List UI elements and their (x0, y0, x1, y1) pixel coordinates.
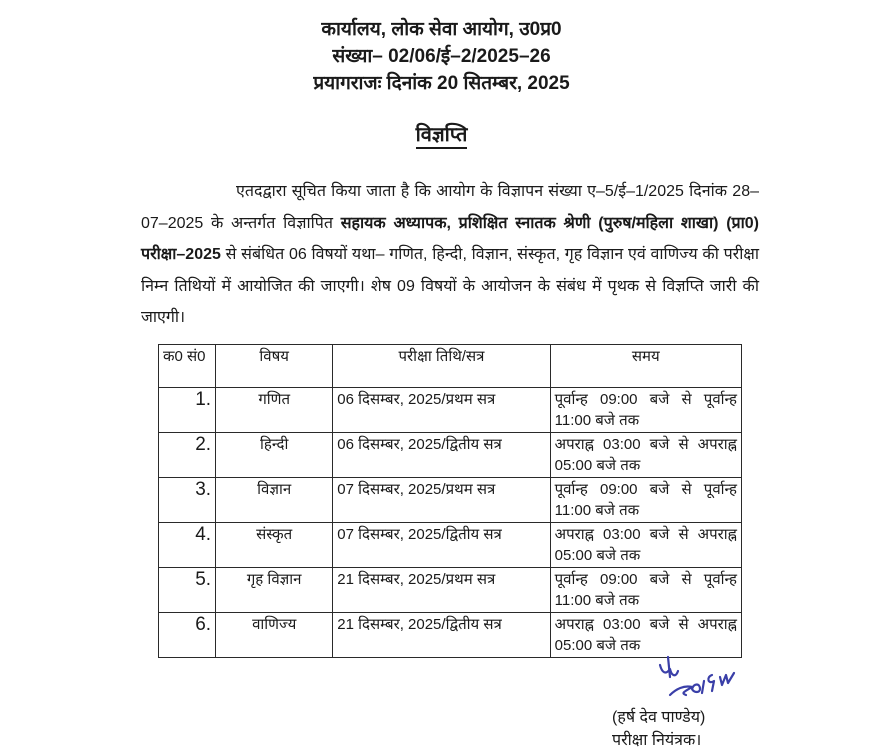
row-subject: वाणिज्य (216, 613, 333, 658)
row-date-session: 21 दिसम्बर, 2025/प्रथम सत्र (333, 568, 550, 613)
row-serial: 4. (159, 523, 216, 568)
signer-name: (हर्ष देव पाण्डेय) (612, 709, 706, 726)
row-subject: विज्ञान (216, 478, 333, 523)
table-row (159, 523, 742, 568)
row-time: अपराह्न 03:00 बजे से अपराह्न 05:00 बजे तक (550, 613, 741, 658)
table-row (159, 433, 742, 478)
row-subject: संस्कृत (216, 523, 333, 568)
header-time: समय (550, 345, 741, 388)
row-serial: 3. (159, 478, 216, 523)
row-subject: हिन्दी (216, 433, 333, 478)
notice-body (141, 176, 759, 334)
row-date-session: 21 दिसम्बर, 2025/द्वितीय सत्र (333, 613, 550, 658)
row-date-session: 06 दिसम्बर, 2025/प्रथम सत्र (333, 388, 550, 433)
office-name: कार्यालय, लोक सेवा आयोग, उ0प्र0 (321, 19, 562, 40)
row-date-session: 07 दिसम्बर, 2025/द्वितीय सत्र (333, 523, 550, 568)
row-date-session: 07 दिसम्बर, 2025/प्रथम सत्र (333, 478, 550, 523)
exam-name: सहायक अध्यापक, प्रशिक्षित स्नातक श्रेणी (पुरुष/महिला शाखा) (प्रा0) परीक्षा–2025 (141, 214, 759, 263)
row-serial: 5. (159, 568, 216, 613)
notice-title-wrap (0, 120, 883, 147)
header-serial: क0 सं0 (159, 345, 216, 388)
header-subject: विषय (216, 345, 333, 388)
table-row (159, 388, 742, 433)
row-time: अपराह्न 03:00 बजे से अपराह्न 05:00 बजे तक (550, 433, 741, 478)
row-serial: 1. (159, 388, 216, 433)
signer-designation: परीक्षा नियंत्रक। (612, 732, 702, 749)
table-row (159, 478, 742, 523)
row-serial: 6. (159, 613, 216, 658)
document-header (0, 16, 883, 97)
header-date-session: परीक्षा तिथि/सत्र (333, 345, 550, 388)
row-time: पूर्वान्ह 09:00 बजे से पूर्वान्ह 11:00 बजे तक (550, 388, 741, 433)
place-date: प्रयागराजः दिनांक 20 सितम्बर, 2025 (313, 73, 570, 94)
row-time: अपराह्न 03:00 बजे से अपराह्न 05:00 बजे तक (550, 523, 741, 568)
row-subject: गणित (216, 388, 333, 433)
table-row (159, 568, 742, 613)
table-header-row (159, 345, 742, 388)
reference-number: संख्या– 02/06/ई–2/2025–26 (332, 46, 551, 67)
exam-schedule-table (158, 344, 742, 658)
notice-title: विज्ञप्ति (416, 124, 468, 149)
row-time: पूर्वान्ह 09:00 बजे से पूर्वान्ह 11:00 बजे तक (550, 568, 741, 613)
row-date-session: 06 दिसम्बर, 2025/द्वितीय सत्र (333, 433, 550, 478)
body-text-part2: से संबंधित 06 विषयों यथा– गणित, हिन्दी, विज्ञान, संस्कृत, गृह विज्ञान एवं वाणिज्य की परीक्षा निम्न तिथियों में आयोजित की जाएगी। शेष 09 विषयों के आयोजन के संबंध में पृथक से विज्ञप्ति जारी की जाएगी। (141, 246, 759, 326)
body-text-part1: एतदद्वारा सूचित किया जाता है कि आयोग के विज्ञापन संख्या ए–5/ई–1/2025 दिनांक 28–07–2025 के अन्तर्गत विज्ञापित (141, 183, 759, 232)
row-serial: 2. (159, 433, 216, 478)
table-row (159, 613, 742, 658)
row-subject: गृह विज्ञान (216, 568, 333, 613)
row-time: पूर्वान्ह 09:00 बजे से पूर्वान्ह 11:00 बजे तक (550, 478, 741, 523)
